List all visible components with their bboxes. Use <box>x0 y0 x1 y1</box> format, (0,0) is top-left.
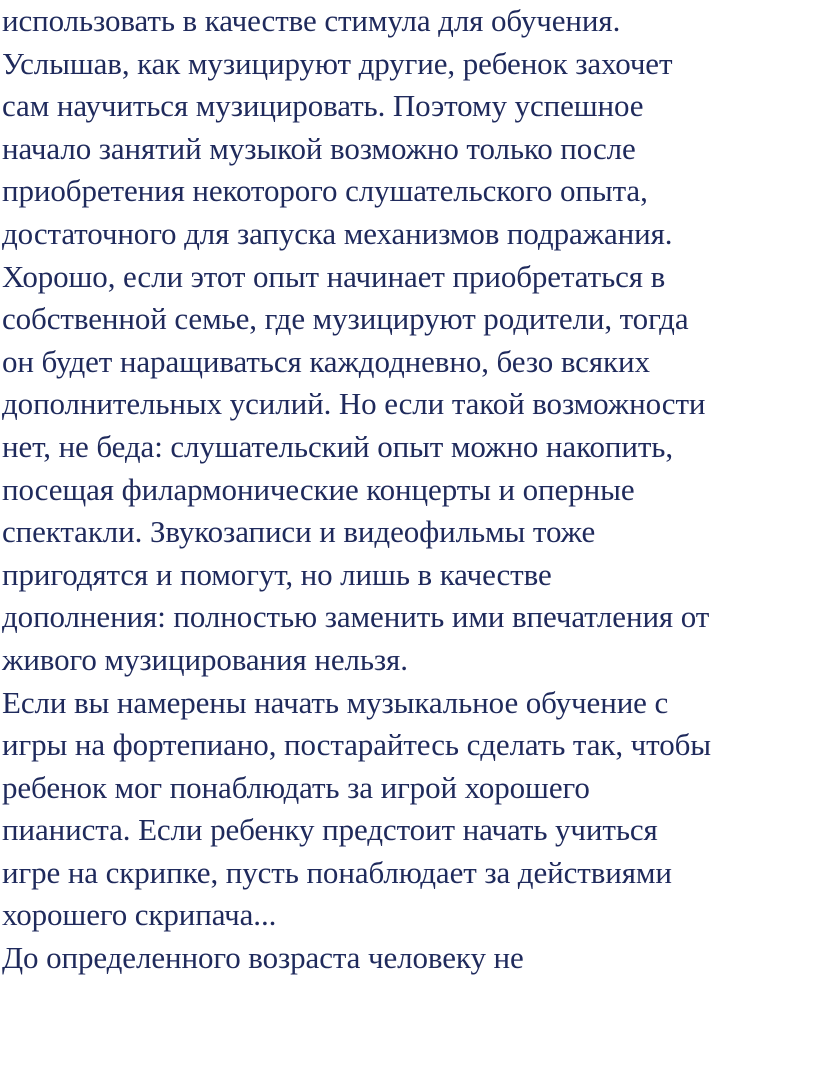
text-line-22: хорошего скрипача... <box>2 897 277 933</box>
text-line-23: До определенного возраста человеку не <box>2 940 524 976</box>
text-line-17: Если вы намерены начать музыкальное обучение с <box>2 684 669 720</box>
text-line-2: Услышав, как музицируют другие, ребенок захочет <box>2 45 673 81</box>
text-line-7: Хорошо, если этот опыт начинает приобретаться в <box>2 258 666 294</box>
text-line-12: посещая филармонические концерты и оперные <box>2 471 635 507</box>
text-line-18: игры на фортепиано, постарайтесь сделать так, чтобы <box>2 727 712 763</box>
text-line-21: игре на скрипке, пусть понаблюдает за действиями <box>2 854 672 890</box>
text-line-9: он будет наращиваться каждодневно, безо всяких <box>2 343 650 379</box>
text-line-19: ребенок мог понаблюдать за игрой хорошего <box>2 769 590 805</box>
text-line-11: нет, не беда: слушательский опыт можно накопить, <box>2 428 673 464</box>
text-line-4: начало занятий музыкой возможно только после <box>2 130 636 166</box>
text-line-15: дополнения: полностью заменить ими впечатления от <box>2 599 710 635</box>
text-line-5: приобретения некоторого слушательского опыта, <box>2 173 648 209</box>
text-line-8: собственной семье, где музицируют родители, тогда <box>2 301 689 337</box>
body-text <box>2 0 814 980</box>
text-line-6: достаточного для запуска механизмов подражания. <box>2 215 673 251</box>
text-line-16: живого музицирования нельзя. <box>2 641 408 677</box>
text-line-20: пианиста. Если ребенку предстоит начать учиться <box>2 812 658 848</box>
text-line-13: спектакли. Звукозаписи и видеофильмы тоже <box>2 514 596 550</box>
text-line-1: использовать в качестве стимула для обучения. <box>2 3 621 38</box>
text-line-3: сам научиться музицировать. Поэтому успешное <box>2 88 644 124</box>
text-line-14: пригодятся и помогут, но лишь в качестве <box>2 556 552 592</box>
text-line-10: дополнительных усилий. Но если такой возможности <box>2 386 706 422</box>
